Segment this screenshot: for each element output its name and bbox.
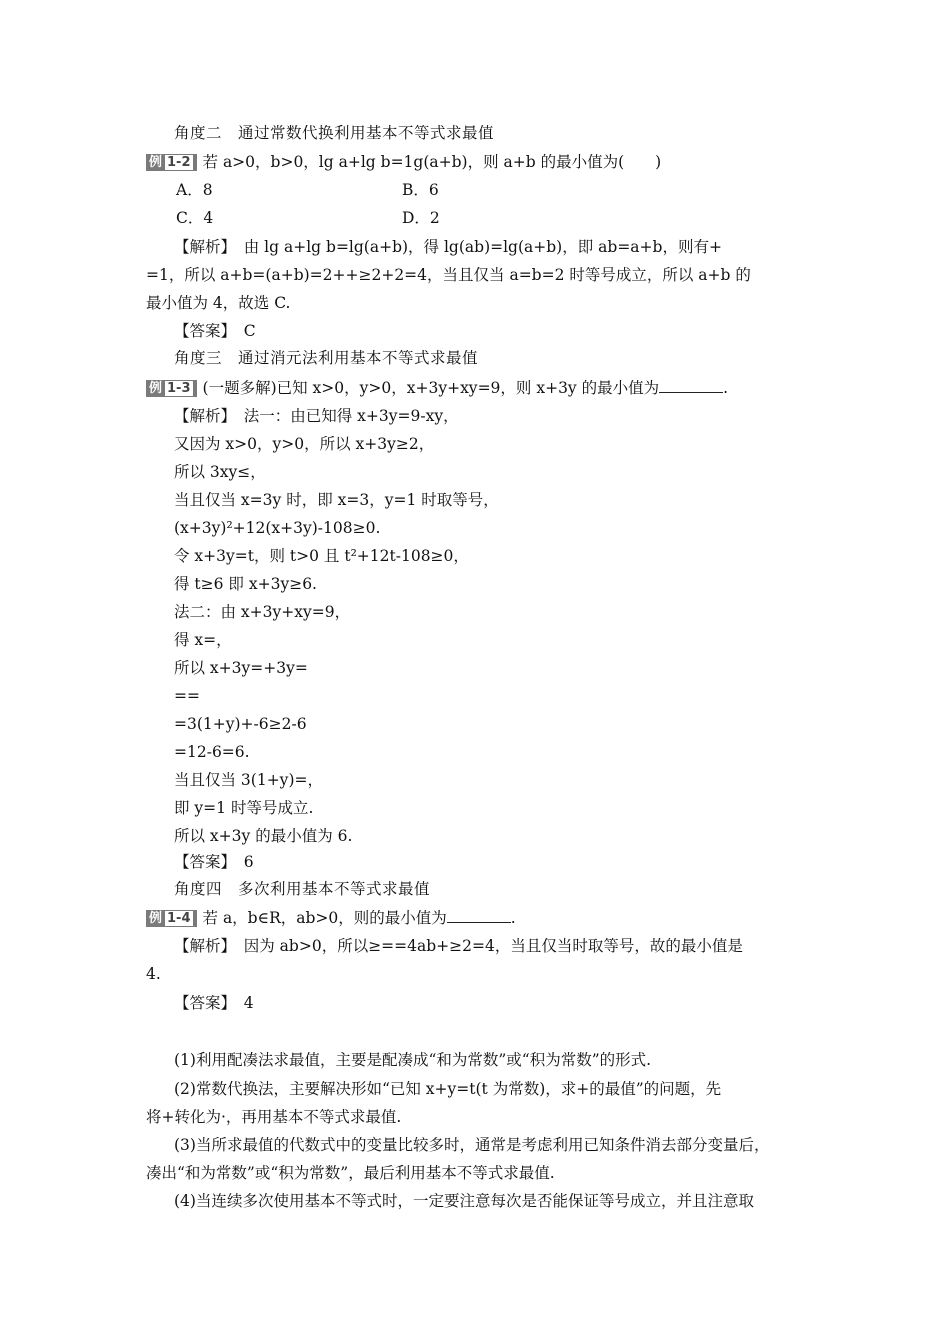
analysis-line: 当且仅当 3(1+y)=， [174, 771, 323, 789]
analysis-line: 令 x+3y=t，则 t>0 且 t²+12t-108≥0， [174, 547, 469, 565]
answer-line: 【答案】 4 [174, 994, 254, 1012]
answer-line: 【答案】 C [174, 322, 256, 340]
answer-blank [447, 908, 511, 923]
analysis-line: 得 t≥6 即 x+3y≥6. [174, 575, 317, 593]
summary-line: (3)当所求最值的代数式中的变量比较多时，通常是考虑利用已知条件消去部分变量后， [174, 1136, 770, 1154]
analysis-line: 即 y=1 时等号成立. [174, 799, 314, 817]
analysis-line: 【解析】 法一：由已知得 x+3y=9-xy， [174, 407, 459, 425]
section-heading-angle-4: 角度四 多次利用基本不等式求最值 [174, 880, 431, 898]
analysis-line: 法二：由 x+3y+xy=9， [174, 603, 351, 621]
analysis-line: =12-6=6. [174, 743, 250, 761]
option-b: B．6 [402, 181, 439, 199]
option-c: C．4 [176, 209, 214, 227]
answer-blank [659, 378, 723, 393]
example-tag: 例 1-3 [146, 380, 197, 397]
analysis-line: 【解析】 由 lg a+lg b=lg(a+b)，得 lg(ab)=lg(a+b)，即 ab=a+b，则有+ [174, 238, 722, 256]
analysis-line: 得 x=， [174, 631, 232, 649]
example-1-4-question: 例 1-4 若 a，b∈R，ab>0，则的最小值为 . [146, 908, 804, 928]
summary-line: 将+转化为·，再用基本不等式求最值. [146, 1108, 402, 1126]
analysis-line: 又因为 x>0，y>0，所以 x+3y≥2， [174, 435, 435, 453]
analysis-line: 所以 x+3y 的最小值为 6. [174, 827, 353, 845]
answer-line: 【答案】 6 [174, 853, 254, 871]
example-tag: 例 1-4 [146, 910, 197, 927]
analysis-line: 当且仅当 x=3y 时，即 x=3，y=1 时取等号， [174, 491, 499, 509]
example-1-2-question: 例 1-2 若 a>0，b>0，lg a+lg b=1g(a+b)，则 a+b 的最小值为( ) [146, 152, 804, 172]
analysis-line: =3(1+y)+-6≥2-6 [174, 715, 307, 733]
analysis-line: 最小值为 4，故选 C. [146, 294, 291, 312]
option-d: D．2 [402, 209, 440, 227]
example-tag: 例 1-2 [146, 154, 197, 171]
analysis-line: == [174, 687, 200, 705]
analysis-line: 4. [146, 965, 161, 983]
summary-line: 凑出“和为常数”或“积为常数”，最后利用基本不等式求最值. [146, 1164, 555, 1182]
section-heading-angle-2: 角度二 通过常数代换利用基本不等式求最值 [174, 124, 495, 142]
section-heading-angle-3: 角度三 通过消元法利用基本不等式求最值 [174, 349, 479, 367]
analysis-line: 【解析】 因为 ab>0，所以≥==4ab+≥2=4，当且仅当时取等号，故的最小值是 [174, 937, 743, 955]
summary-line: (2)常数代换法，主要解决形如“已知 x+y=t(t 为常数)，求+的最值”的问题，先 [174, 1080, 722, 1098]
summary-line: (1)利用配凑法求最值，主要是配凑成“和为常数”或“积为常数”的形式. [174, 1051, 652, 1069]
example-1-3-question: 例 1-3 (一题多解)已知 x>0，y>0，x+3y+xy=9，则 x+3y 的最小值为 . [146, 378, 804, 398]
analysis-line: =1，所以 a+b=(a+b)=2++≥2+2=4，当且仅当 a=b=2 时等号成立，所以 a+b 的 [146, 266, 751, 284]
option-a: A．8 [176, 181, 213, 199]
summary-line: (4)当连续多次使用基本不等式时，一定要注意每次是否能保证等号成立，并且注意取 [174, 1192, 754, 1210]
analysis-line: 所以 3xy≤， [174, 463, 266, 481]
analysis-line: (x+3y)²+12(x+3y)-108≥0. [174, 519, 381, 537]
analysis-line: 所以 x+3y=+3y= [174, 659, 308, 677]
